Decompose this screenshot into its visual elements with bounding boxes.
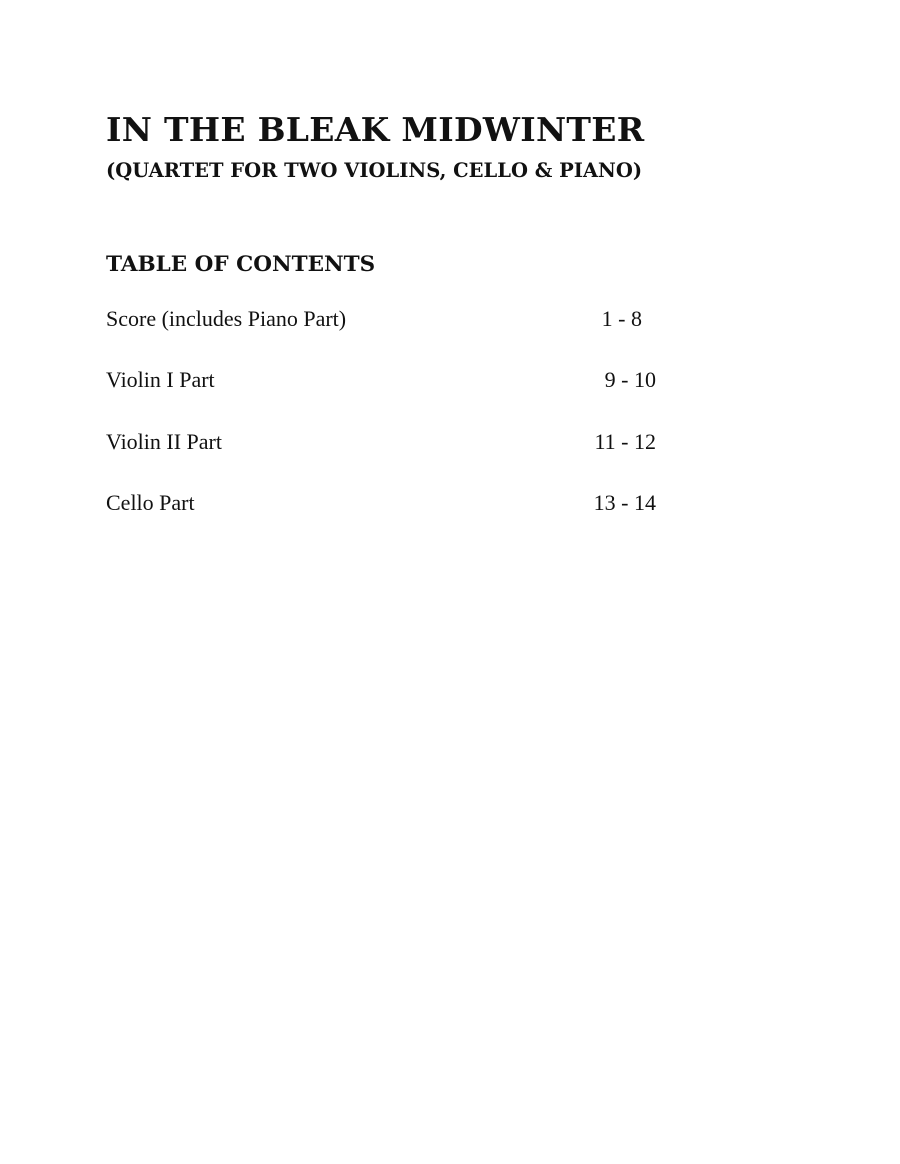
toc-entry-pages: 11 - 12	[594, 429, 656, 454]
toc-entry-violin-2	[106, 428, 666, 456]
toc-entry-pages: 13 - 14	[593, 490, 656, 515]
toc-entry-pages: 9 - 10	[604, 367, 656, 392]
page-title: IN THE BLEAK MIDWINTER	[106, 110, 645, 149]
toc-entry-pages: 1 - 8	[601, 306, 642, 331]
toc-heading: TABLE OF CONTENTS	[106, 252, 376, 277]
toc-entry-label: Cello Part	[106, 490, 195, 515]
page-subtitle: (QUARTET FOR TWO VIOLINS, CELLO & PIANO)	[106, 159, 643, 182]
toc-entry-violin-1	[106, 366, 666, 394]
toc-entry-cello	[106, 489, 666, 517]
toc-entry-label: Violin II Part	[106, 429, 222, 454]
toc-entry-score	[106, 305, 666, 333]
toc-entry-label: Violin I Part	[106, 367, 215, 392]
toc-entry-label: Score (includes Piano Part)	[106, 306, 347, 331]
